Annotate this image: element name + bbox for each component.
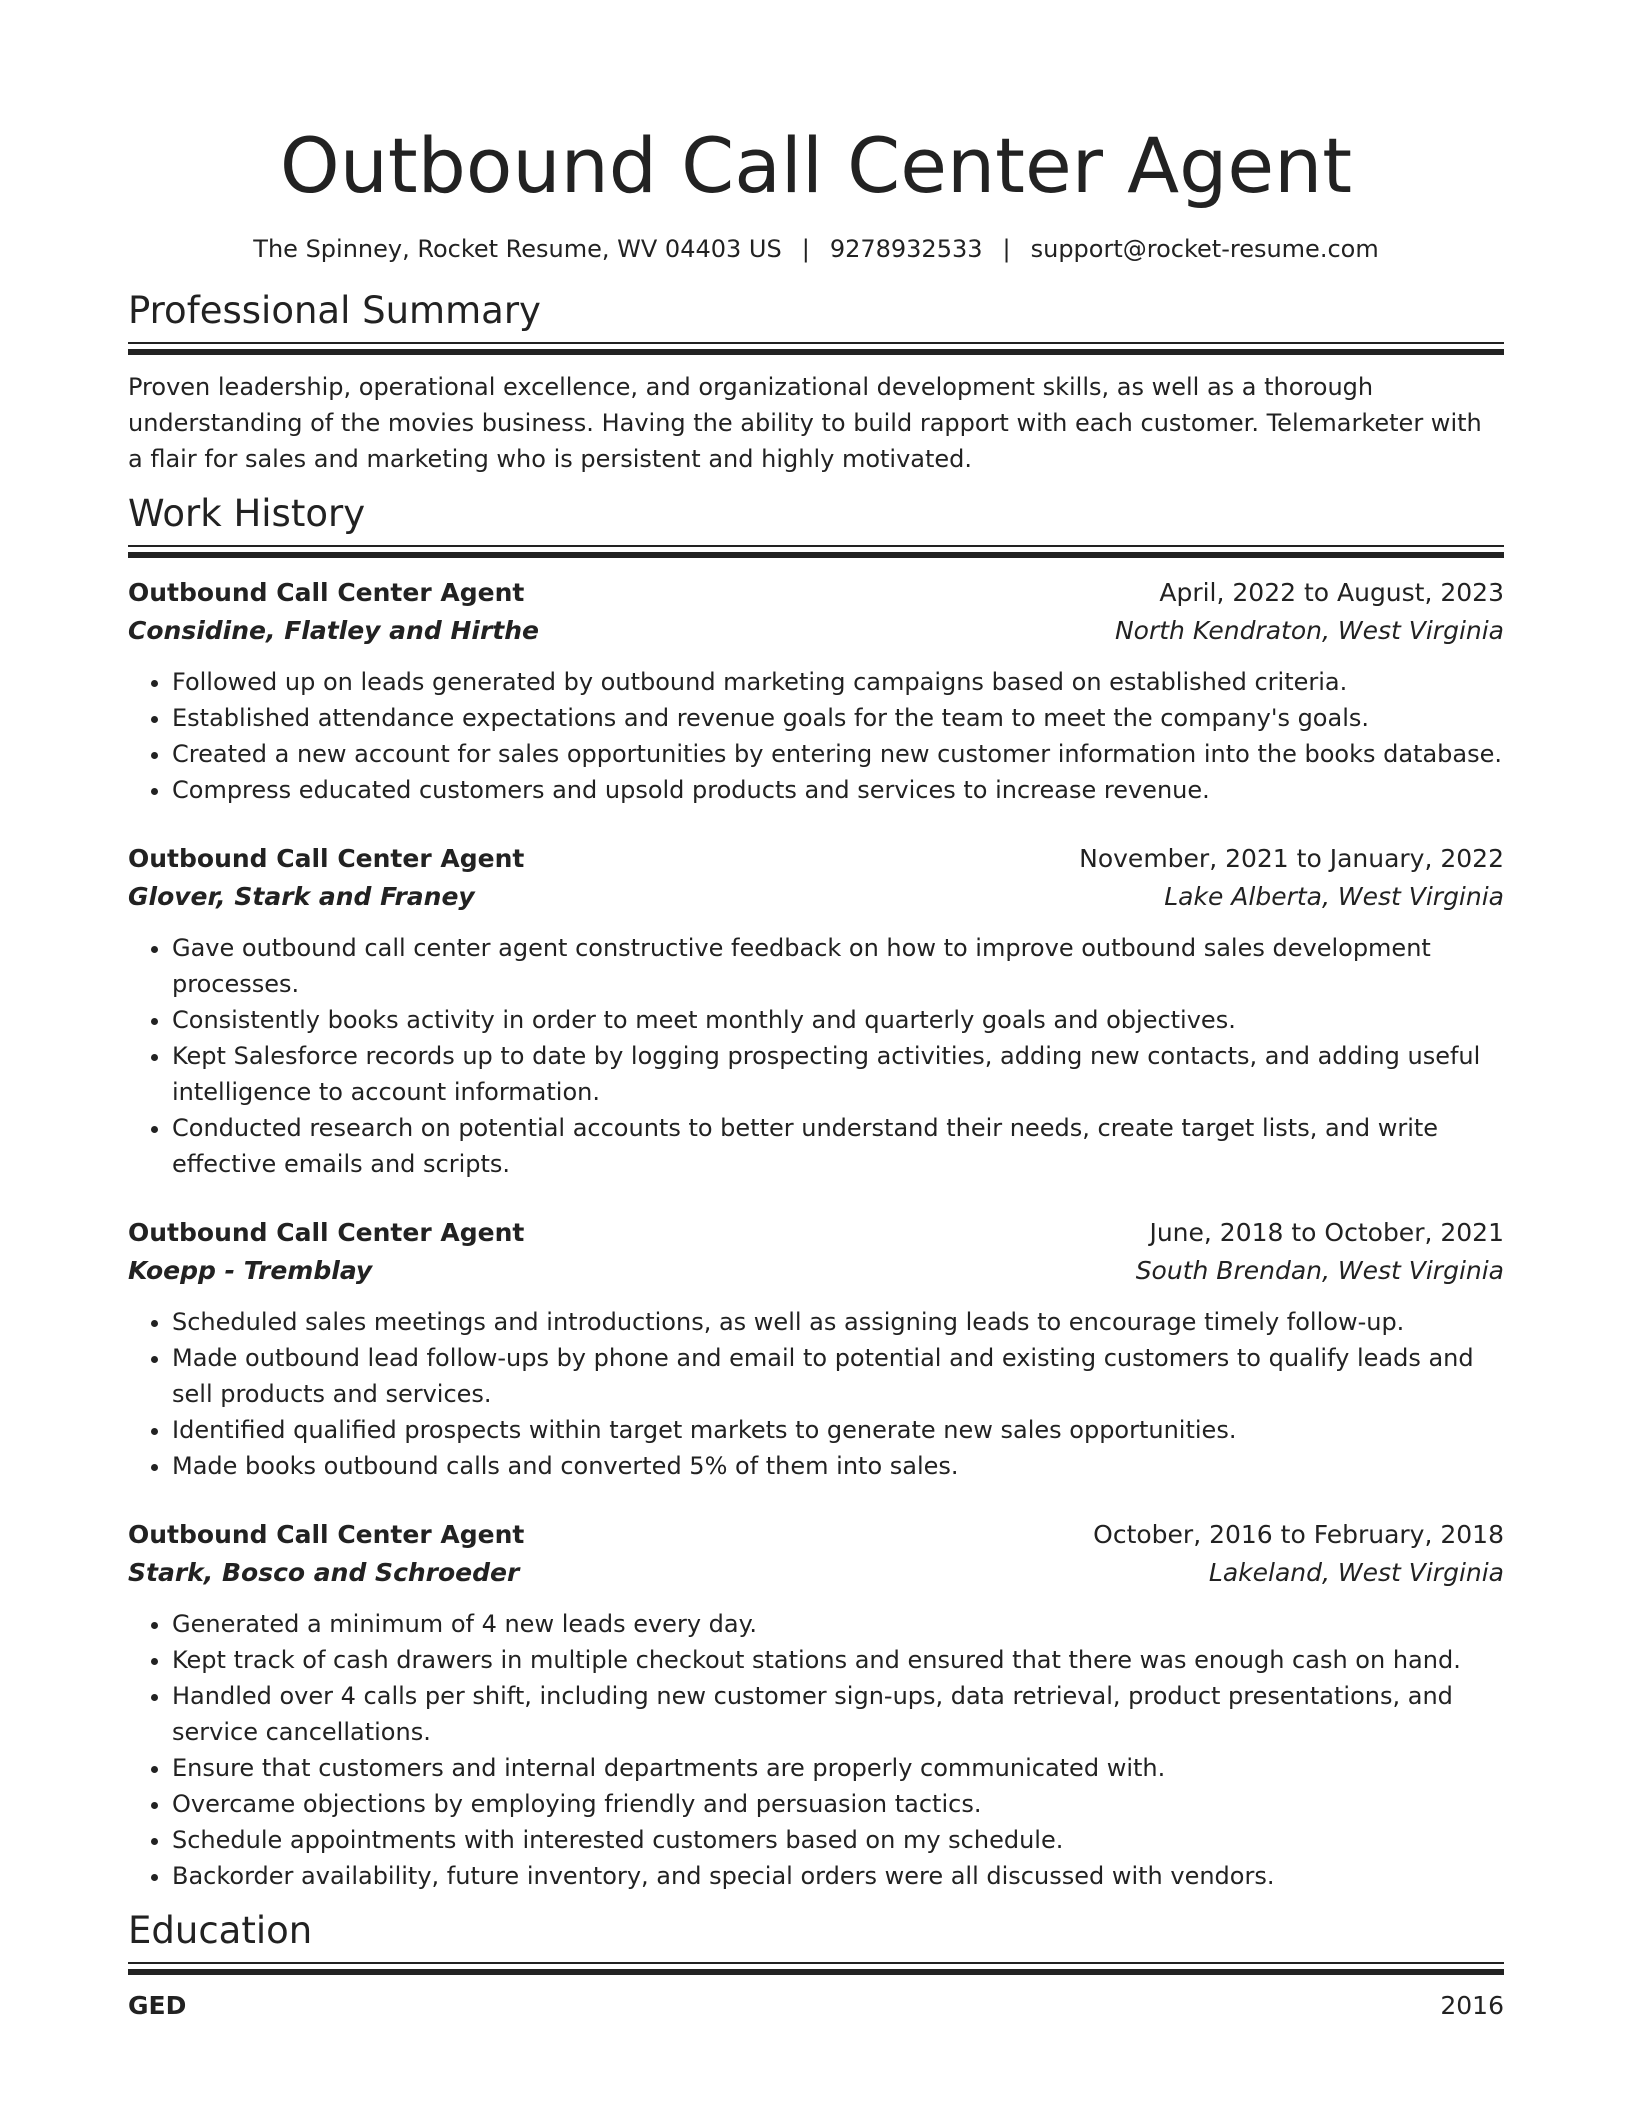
job-entry bbox=[128, 840, 1504, 1182]
list-item: • Created a new account for sales opportunities by entering new customer information into the books database. bbox=[172, 736, 1504, 772]
job-dates: October, 2016 to February, 2018 bbox=[1093, 1520, 1504, 1549]
education-row bbox=[128, 1987, 1504, 2025]
job-header-row bbox=[128, 1214, 1504, 1252]
section-heading-education: Education bbox=[128, 1909, 313, 1952]
summary-section bbox=[128, 286, 1504, 477]
list-item: • Made books outbound calls and converted 5% of them into sales. bbox=[172, 1448, 1504, 1484]
list-item: • Kept track of cash drawers in multiple checkout stations and ensured that there was enough cash on hand. bbox=[172, 1642, 1504, 1678]
contact-line bbox=[128, 232, 1504, 266]
job-location: North Kendraton, West Virginia bbox=[1114, 616, 1504, 645]
job-company-row bbox=[128, 878, 1504, 916]
list-item: • Ensure that customers and internal departments are properly communicated with. bbox=[172, 1750, 1504, 1786]
list-item: • Handled over 4 calls per shift, including new customer sign-ups, data retrieval, product presentations, and service cancellations. bbox=[172, 1678, 1504, 1750]
education-degree: GED bbox=[128, 1991, 187, 2020]
list-item: • Made outbound lead follow-ups by phone and email to potential and existing customers to qualify leads and sell products and services. bbox=[172, 1340, 1504, 1412]
section-heading-work-history: Work History bbox=[128, 492, 366, 535]
resume-page bbox=[128, 0, 1504, 2112]
job-bullets bbox=[128, 930, 1504, 1182]
job-bullets bbox=[128, 1606, 1504, 1894]
section-divider bbox=[128, 342, 1504, 355]
contact-separator: | bbox=[801, 235, 810, 263]
job-entry bbox=[128, 1516, 1504, 1894]
list-item: • Identified qualified prospects within target markets to generate new sales opportunities. bbox=[172, 1412, 1504, 1448]
job-bullets bbox=[128, 1304, 1504, 1484]
job-company-row bbox=[128, 1554, 1504, 1592]
job-bullets bbox=[128, 664, 1504, 808]
list-item: • Established attendance expectations and revenue goals for the team to meet the company's goals. bbox=[172, 700, 1504, 736]
job-entry bbox=[128, 1214, 1504, 1484]
list-item: • Followed up on leads generated by outbound marketing campaigns based on established criteria. bbox=[172, 664, 1504, 700]
job-title: Outbound Call Center Agent bbox=[128, 1520, 525, 1549]
job-header-row bbox=[128, 840, 1504, 878]
contact-phone: 9278932533 bbox=[829, 235, 983, 263]
job-company: Glover, Stark and Franey bbox=[128, 882, 475, 911]
list-item: • Kept Salesforce records up to date by logging prospecting activities, adding new contacts, and adding useful intelligence to account information. bbox=[172, 1038, 1504, 1110]
summary-text: Proven leadership, operational excellence, and organizational development skills, as well as a thorough understanding of the movies business. Having the ability to build rapport with each customer. Telemarketer with a flair for sales and marketing who is persistent and highly motivated. bbox=[128, 373, 1482, 473]
contact-email: support@rocket-resume.com bbox=[1030, 235, 1379, 263]
page-title: Outbound Call Center Agent bbox=[279, 121, 1353, 210]
list-item: • Scheduled sales meetings and introductions, as well as assigning leads to encourage timely follow-up. bbox=[172, 1304, 1504, 1340]
job-dates: April, 2022 to August, 2023 bbox=[1159, 578, 1504, 607]
section-heading-summary: Professional Summary bbox=[128, 289, 541, 332]
education-section bbox=[128, 1906, 1504, 2025]
job-company: Stark, Bosco and Schroeder bbox=[128, 1558, 520, 1587]
job-location: South Brendan, West Virginia bbox=[1135, 1256, 1504, 1285]
job-company: Considine, Flatley and Hirthe bbox=[128, 616, 539, 645]
contact-address: The Spinney, Rocket Resume, WV 04403 US bbox=[253, 235, 782, 263]
job-header-row bbox=[128, 1516, 1504, 1554]
job-dates: June, 2018 to October, 2021 bbox=[1149, 1218, 1504, 1247]
job-header-row bbox=[128, 574, 1504, 612]
list-item: • Overcame objections by employing friendly and persuasion tactics. bbox=[172, 1786, 1504, 1822]
section-divider bbox=[128, 545, 1504, 558]
contact-separator: | bbox=[1002, 235, 1011, 263]
section-divider bbox=[128, 1962, 1504, 1975]
job-dates: November, 2021 to January, 2022 bbox=[1079, 844, 1504, 873]
job-title: Outbound Call Center Agent bbox=[128, 578, 525, 607]
list-item: • Consistently books activity in order to meet monthly and quarterly goals and objectives. bbox=[172, 1002, 1504, 1038]
job-location: Lake Alberta, West Virginia bbox=[1164, 882, 1504, 911]
job-title: Outbound Call Center Agent bbox=[128, 1218, 525, 1247]
list-item: • Conducted research on potential accounts to better understand their needs, create target lists, and write effective emails and scripts. bbox=[172, 1110, 1504, 1182]
job-location: Lakeland, West Virginia bbox=[1208, 1558, 1504, 1587]
list-item: • Generated a minimum of 4 new leads every day. bbox=[172, 1606, 1504, 1642]
job-company-row bbox=[128, 1252, 1504, 1290]
job-company: Koepp - Tremblay bbox=[128, 1256, 373, 1285]
list-item: • Backorder availability, future inventory, and special orders were all discussed with vendors. bbox=[172, 1858, 1504, 1894]
job-company-row bbox=[128, 612, 1504, 650]
education-year: 2016 bbox=[1440, 1991, 1504, 2020]
work-history-section bbox=[128, 489, 1504, 1894]
list-item: • Compress educated customers and upsold products and services to increase revenue. bbox=[172, 772, 1504, 808]
job-entry bbox=[128, 574, 1504, 808]
job-title: Outbound Call Center Agent bbox=[128, 844, 525, 873]
list-item: • Gave outbound call center agent constructive feedback on how to improve outbound sales development processes. bbox=[172, 930, 1504, 1002]
list-item: • Schedule appointments with interested customers based on my schedule. bbox=[172, 1822, 1504, 1858]
